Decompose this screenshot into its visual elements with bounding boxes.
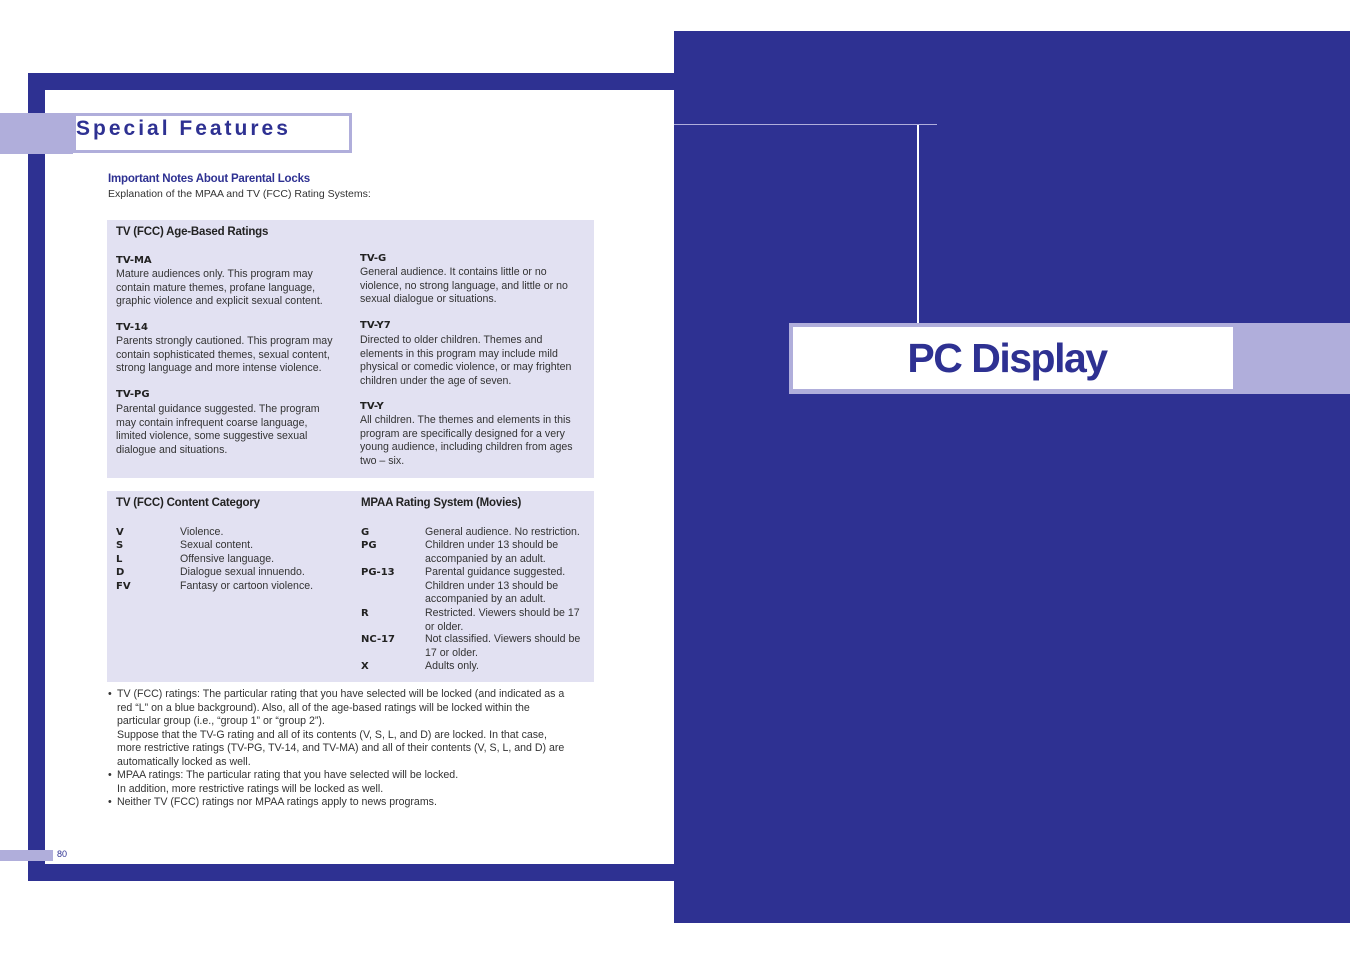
notes-subtitle: Explanation of the MPAA and TV (FCC) Rating Systems:	[108, 188, 371, 200]
content-row-fv: FV Fantasy or cartoon violence.	[116, 580, 314, 592]
content-mpaa-panel	[107, 491, 594, 682]
note-news: • Neither TV (FCC) ratings nor MPAA ratings apply to news programs.	[108, 796, 437, 808]
section-title: Special Features	[76, 117, 291, 140]
note-tv-fcc: • TV (FCC) ratings: The particular rating that you have selected will be locked (and indicated as a red “L” on a blue background). Also, all of the age-based ratings will be locked within the particular group (i.e., “group 1” or “group 2”). Suppose that the TV-G rating and all of its contents (V, S, L, and D) are locked. In that case, more restrictive ratings (TV-PG, TV-14, and TV-MA) and all of their contents (V, S, L, and D) are automatically locked as well.	[108, 688, 565, 768]
rating-code-tv-14: TV-14	[116, 322, 148, 333]
rating-desc-tv-g: General audience. It contains little or no violence, no strong language, and little or no sexual dialogue or situations.	[360, 266, 568, 306]
note-mpaa: • MPAA ratings: The particular rating that you have selected will be locked. In addition, more restrictive ratings will be locked as well.	[108, 769, 459, 795]
content-category-title: TV (FCC) Content Category	[116, 497, 260, 509]
rating-desc-tv-y: All children. The themes and elements in this program are specifically designed for a very young audience, including children from ages two – six.	[360, 414, 573, 467]
section-tab-accent	[0, 113, 73, 154]
rating-code-tv-g: TV-G	[360, 253, 387, 264]
mpaa-title: MPAA Rating System (Movies)	[361, 497, 522, 509]
rating-code-tv-y7: TV-Y7	[360, 320, 391, 331]
mpaa-row-r: R Restricted. Viewers should be 17 or older.	[361, 607, 580, 633]
rating-desc-tv-ma: Mature audiences only. This program may contain mature themes, profane language, graphic violence and explicit sexual content.	[116, 268, 323, 308]
chapter-title: PC Display	[907, 335, 1107, 381]
rating-desc-tv-y7: Directed to older children. Themes and elements in this program may include mild physical or comedic violence, or may frighten children under the age of seven.	[360, 334, 572, 387]
rating-code-tv-y: TV-Y	[360, 401, 384, 412]
age-ratings-title: TV (FCC) Age-Based Ratings	[116, 226, 269, 238]
parental-lock-notes	[108, 688, 598, 810]
rating-desc-tv-14: Parents strongly cautioned. This program may contain sophisticated themes, sexual content, strong language and more intense violence.	[116, 335, 333, 375]
mpaa-row-g: G General audience. No restriction.	[361, 526, 580, 538]
page-number-tab	[0, 850, 53, 861]
content-row-v: V Violence.	[116, 526, 224, 538]
right-page-rule-vertical	[917, 125, 919, 323]
mpaa-row-pg: PG Children under 13 should be accompanied by an adult.	[361, 539, 559, 565]
rating-desc-tv-pg: Parental guidance suggested. The program may contain infrequent coarse language, limited violence, some suggestive sexual dialogue and situations.	[116, 403, 320, 456]
content-row-s: S Sexual content.	[116, 539, 254, 551]
age-ratings-panel	[107, 220, 594, 478]
rating-code-tv-pg: TV-PG	[116, 389, 150, 400]
mpaa-row-pg-13: PG-13 Parental guidance suggested. Children under 13 should be accompanied by an adult.	[361, 566, 566, 605]
right-page-background	[674, 31, 1350, 923]
mpaa-row-nc-17: NC-17 Not classified. Viewers should be 17 or older.	[361, 633, 581, 659]
mpaa-row-x: X Adults only.	[361, 660, 479, 672]
content-row-l: L Offensive language.	[116, 553, 275, 565]
right-page-rule-horizontal	[674, 124, 937, 125]
page-number: 80	[57, 849, 68, 859]
rating-code-tv-ma: TV-MA	[116, 255, 152, 266]
notes-heading: Important Notes About Parental Locks	[108, 173, 310, 185]
content-row-d: D Dialogue sexual innuendo.	[116, 566, 305, 578]
